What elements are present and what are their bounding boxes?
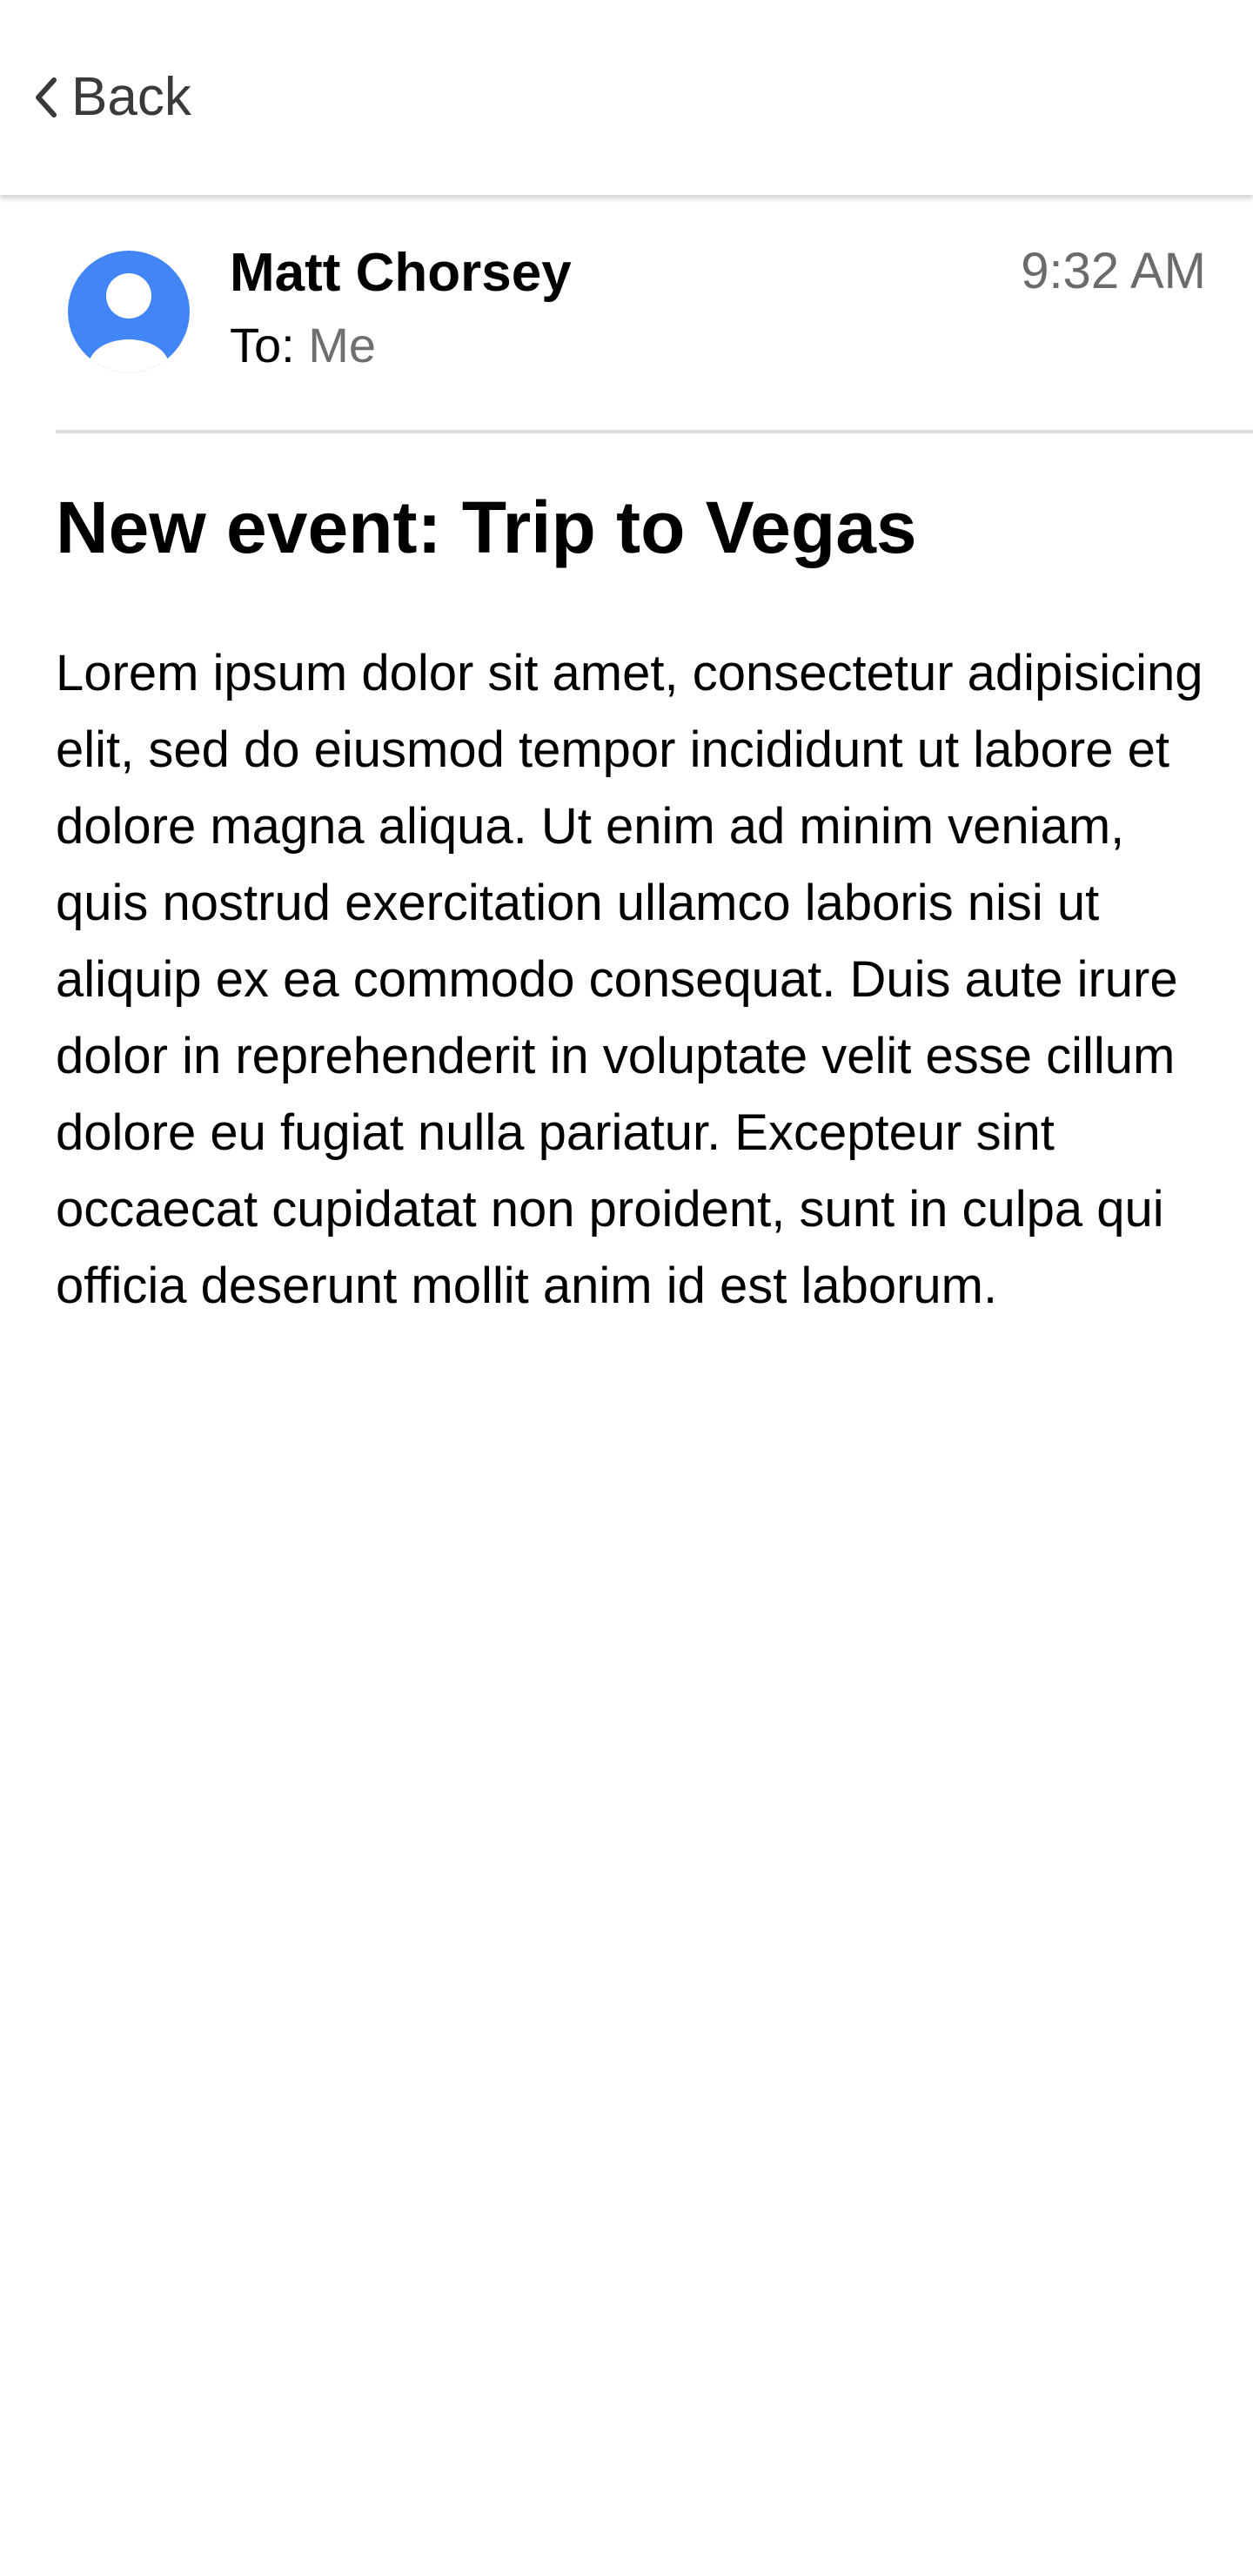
back-label: Back [71, 67, 191, 127]
email-time: 9:32 AM [1021, 243, 1206, 299]
chevron-left-icon [30, 71, 64, 124]
email-body: Lorem ipsum dolor sit amet, consectetur adipisicing elit, sed do eiusmod tempor incididunt ut labore et dolore magna aliqua. Ut enim ad minim veniam, quis nostrud exercitation ullamco laboris nisi ut aliquip ex ea commodo consequat. Duis aute irure dolor in reprehenderit in voluptate velit esse cillum dolore eu fugiat nulla pariatur. Excepteur sint occaecat cupidatat non proident, sunt in culpa qui officia deserunt mollit anim id est laborum. [56, 645, 1203, 1314]
user-avatar-icon [68, 251, 190, 372]
email-subject: New event: Trip to Vegas [56, 486, 917, 568]
back-button[interactable] [30, 63, 191, 132]
avatar[interactable] [68, 251, 190, 372]
recipient-line [230, 319, 376, 372]
recipient-name: Me [308, 318, 377, 372]
email-header [56, 195, 1253, 433]
sender-name[interactable]: Matt Chorsey [230, 243, 572, 303]
top-bar [0, 0, 1253, 195]
recipient-prefix: To: [230, 318, 295, 372]
